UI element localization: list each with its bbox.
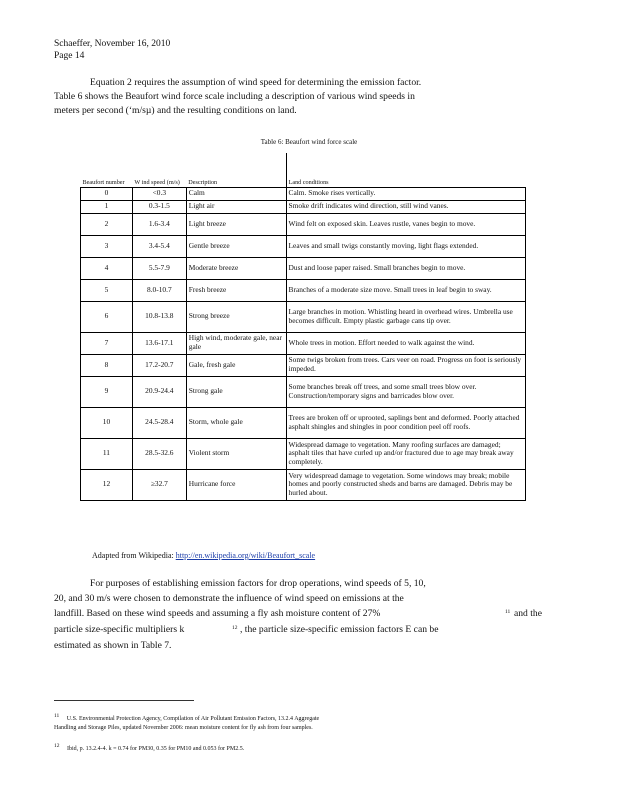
cell-land: Calm. Smoke rises vertically.: [286, 187, 525, 200]
footnote-11-line-2: Handling and Storage Piles, updated November 2006: mean moisture content for fly ash from four samples.: [54, 725, 313, 731]
footnote-12-text: Ibid, p. 13.2.4-4. k = 0.74 for PM30, 0.35 for PM10 and 0.053 for PM2.5.: [67, 746, 245, 752]
body-line-5: estimated as shown in Table 7.: [54, 640, 172, 651]
footnote-11: [54, 712, 384, 733]
cell-speed: 10.8-13.8: [132, 301, 186, 332]
cell-number: 11: [81, 438, 133, 469]
cell-number: 5: [81, 279, 133, 301]
intro-line-2: Table 6 shows the Beaufort wind force scale including a description of various wind speeds in: [54, 91, 415, 102]
source-link[interactable]: http://en.wikipedia.org/wiki/Beaufort_scale: [175, 551, 316, 560]
cell-number: 6: [81, 301, 133, 332]
cell-description: Moderate breeze: [186, 257, 286, 279]
table-row: [81, 407, 526, 438]
footnote-ref-12[interactable]: 12: [232, 625, 238, 631]
intro-line-1: Equation 2 requires the assumption of wind speed for determining the emission factor.: [90, 77, 422, 88]
table-row: [81, 257, 526, 279]
footnote-11-line-1: U.S. Environmental Protection Agency, Compilation of Air Pollutant Emission Factors, 13.2.4 Aggregate: [66, 716, 320, 722]
cell-description: Strong breeze: [186, 301, 286, 332]
body-line-3-tail: and the: [514, 608, 542, 619]
table-row: [81, 235, 526, 257]
table-row: [81, 200, 526, 213]
beaufort-table: [80, 153, 526, 501]
cell-land: Some twigs broken from trees. Cars veer on road. Progress on foot is seriously impeded.: [286, 354, 525, 376]
cell-number: 3: [81, 235, 133, 257]
footnote-11-marker: 11: [54, 713, 60, 719]
cell-number: 10: [81, 407, 133, 438]
cell-land: Some branches break off trees, and some small trees blow over. Construction/temporary signs and barricades blow over.: [286, 376, 525, 407]
header-page-number: Page 14: [54, 51, 85, 61]
cell-description: Light breeze: [186, 213, 286, 235]
cell-description: Hurricane force: [186, 469, 286, 500]
cell-speed: 24.5-28.4: [132, 407, 186, 438]
cell-number: 0: [81, 187, 133, 200]
body-line-3-text: landfill. Based on these wind speeds and assuming a fly ash moisture content of 27%: [54, 608, 381, 619]
cell-speed: 1.6-3.4: [132, 213, 186, 235]
body-line-4-text-a: particle size-specific multipliers k: [54, 624, 185, 635]
body-line-3: [54, 607, 554, 621]
cell-description: Calm: [186, 187, 286, 200]
cell-number: 8: [81, 354, 133, 376]
cell-description: Strong gale: [186, 376, 286, 407]
cell-number: 2: [81, 213, 133, 235]
cell-speed: 13.6-17.1: [132, 332, 186, 354]
cell-speed: 0.3-1.5: [132, 200, 186, 213]
cell-description: Gentle breeze: [186, 235, 286, 257]
cell-land: Leaves and small twigs constantly moving, light flags extended.: [286, 235, 525, 257]
cell-speed: 8.0-10.7: [132, 279, 186, 301]
header-author-date: Schaeffer, November 16, 2010: [54, 39, 171, 49]
body-line-2: 20, and 30 m/s were chosen to demonstrate the influence of wind speed on emissions at the: [54, 593, 404, 604]
cell-land: Trees are broken off or uprooted, saplings bent and deformed. Poorly attached asphalt shingles and shingles in poor condition peel off roofs.: [286, 407, 525, 438]
cell-land: Whole trees in motion. Effort needed to walk against the wind.: [286, 332, 525, 354]
cell-description: Violent storm: [186, 438, 286, 469]
cell-speed: ≥32.7: [132, 469, 186, 500]
cell-number: 9: [81, 376, 133, 407]
footnote-divider: [54, 700, 194, 701]
cell-number: 7: [81, 332, 133, 354]
col-header-land: Land conditions: [286, 153, 525, 187]
table-row: [81, 376, 526, 407]
cell-speed: 5.5-7.9: [132, 257, 186, 279]
cell-land: Widespread damage to vegetation. Many roofing surfaces are damaged; asphalt tiles that have curled up and/or fractured due to age may break away completely.: [286, 438, 525, 469]
footnote-12: [54, 742, 384, 754]
table-caption: Table 6: Beaufort wind force scale: [260, 138, 358, 146]
source-label: Adapted from Wikipedia:: [92, 551, 174, 560]
cell-speed: 20.9-24.4: [132, 376, 186, 407]
table-row: [81, 213, 526, 235]
table-row: [81, 438, 526, 469]
cell-speed: 3.4-5.4: [132, 235, 186, 257]
cell-description: Light air: [186, 200, 286, 213]
cell-number: 1: [81, 200, 133, 213]
cell-speed: 17.2-20.7: [132, 354, 186, 376]
cell-land: Very widespread damage to vegetation. Some windows may break; mobile homes and poorly constructed sheds and barns are damaged. Debris may be hurled about.: [286, 469, 525, 500]
cell-speed: 28.5-32.6: [132, 438, 186, 469]
cell-description: High wind, moderate gale, near gale: [186, 332, 286, 354]
cell-speed: <0.3: [132, 187, 186, 200]
cell-number: 4: [81, 257, 133, 279]
cell-land: Smoke drift indicates wind direction, still wind vanes.: [286, 200, 525, 213]
table-row: [81, 279, 526, 301]
table-row: [81, 301, 526, 332]
col-header-speed: W ind speed (m/s): [132, 153, 186, 187]
table-row: [81, 187, 526, 200]
col-header-beaufort: Beaufort number: [81, 153, 133, 187]
cell-land: Wind felt on exposed skin. Leaves rustle, vanes begin to move.: [286, 213, 525, 235]
body-line-1: For purposes of establishing emission factors for drop operations, wind speeds of 5, 10,: [90, 578, 426, 589]
footnote-ref-11[interactable]: 11: [505, 609, 511, 615]
table-row: [81, 354, 526, 376]
cell-land: Branches of a moderate size move. Small trees in leaf begin to sway.: [286, 279, 525, 301]
footnote-12-marker: 12: [54, 743, 60, 749]
body-line-4-text-b: , the particle size-specific emission factors E can be: [240, 624, 439, 635]
cell-description: Storm, whole gale: [186, 407, 286, 438]
table-header-row: [81, 153, 526, 187]
table-row: [81, 469, 526, 500]
cell-land: Large branches in motion. Whistling heard in overhead wires. Umbrella use becomes difficult. Empty plastic garbage cans tip over.: [286, 301, 525, 332]
table-row: [81, 332, 526, 354]
col-header-description: Description: [186, 153, 286, 187]
cell-description: Gale, fresh gale: [186, 354, 286, 376]
table-source: [92, 551, 315, 560]
cell-number: 12: [81, 469, 133, 500]
intro-line-3: meters per second (‘m/sµ) and the resulting conditions on land.: [54, 105, 297, 116]
cell-description: Fresh breeze: [186, 279, 286, 301]
cell-land: Dust and loose paper raised. Small branches begin to move.: [286, 257, 525, 279]
